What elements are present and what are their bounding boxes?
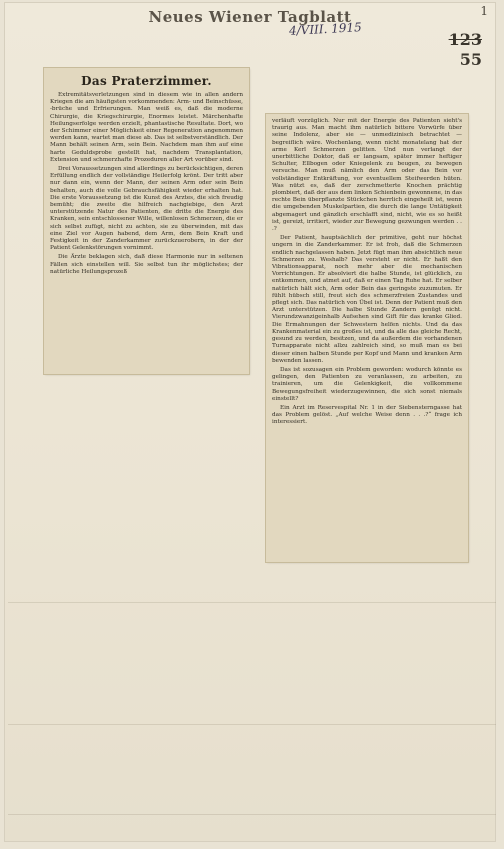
paper-fold-line	[8, 724, 496, 725]
left-paragraph-3: Die Ärzte beklagen sich, daß diese Harmonie nur in seltenen Fällen sich einstellen will. Sie selbst tun ihr möglichstes; der natürliche Heilungsprozeß	[50, 254, 243, 275]
archive-sheet	[4, 2, 496, 842]
left-paragraph-2: Drei Voraussetzungen sind allerdings zu berücksichtigen, deren Erfüllung endlich der vollständige Heilerfolg krönt. Der tritt aber nur dann ein, wenn der Mann, der seinen Arm oder sein Bein behalten, auch die volle Gebrauchsfähigkeit wieder erhalten hat. Die erste Voraussetzung ist die Kunst des Arztes, die sich freudig bemüht; die zweite die hilfreich nachgiebige, den Arzt unterstützende Natur des Patienten, die dritte die Energie des Kranken, sein entschlossener Wille, willenlosen Schmerzen, die er sich selbst zufügt, nicht zu achten, sie zu überwinden, mit das eine Ziel vor Augen habend, dem Arm, dem Bein Kraft und Festigkeit in der Zanderkammer zurückzuerobern, in der der Patient Gelenkstörungen vornimmt.	[50, 166, 244, 252]
newspaper-name: Neues Wiener Tagblatt	[148, 8, 352, 26]
handwritten-date: 4/VIII. 1915	[288, 20, 363, 38]
paper-fold-line	[8, 602, 496, 603]
clipping-left-column	[44, 68, 249, 374]
left-paragraph-1: Extremitätsverletzungen sind in diesem wie in allen andern Kriegen die am häufigsten vorkommenden: Arm- und Beinschüsse, -brüche und Erfrierungen. Man weiß es, daß die moderne Chirurgie, die Kriegschirurgie, Enormes leistet. Märchenhafte Heilungserfolge werden erzielt, phantastische Resultate. Dort, wo der Schimmer einer Möglichkeit einer Regeneration angenommen werden kann, wartet man diese ab. Das ist selbstverständlich. Der Mann behält seinen Arm, sein Bein. Nachdem man ihm auf eine harte Geduldsprobe gestellt hat, nachdem Transplantation, Extension und schmerzhafte Prozeduren aller Art vorüber sind.	[50, 92, 243, 163]
right-paragraph-2: Der Patient, hauptsächlich der primitive, geht nur höchst ungern in die Zanderkammer. Er ist froh, daß die Schmerzen endlich nachgelassen haben. Jetzt fügt man ihm absichtlich neue Schmerzen zu. Weshalb? Das versteht er nicht. Er haßt den Vibrationsapparat, noch mehr aber die mechanischen Vorrichtungen. Er absolviert die halbe Stunde, ist glücklich, zu entkommen, und atmet auf, daß er einen Tag Ruhe hat. Er selber natürlich hält sich, Arm oder Bein das geringste zuzumuten. Er fühlt hübsch still, freut sich des schmerzfreien Zustandes und pflegt sich. Das natürlich von Übel ist. Denn der Patient muß den Arzt unterstützen. Die halbe Stunde Zandern genügt nicht. Vierundzwanzigeinhalb Aufsehen sind Gift für das kranke Glied. Die Ermahnungen der Schwestern helfen nichts. Und da das Krankenmaterial ein zu großes ist, und da alle das gleiche Recht, gesund zu werden, besitzen, und da außerdem die vorhandenen Turnapparate nicht allzu zahlreich sind, so muß man es bei dieser einen halben Stunde per Kopf und Mann und kranken Arm bewenden lassen.	[272, 235, 462, 364]
right-paragraph-4: Ein Arzt im Reservespital Nr. 1 in der Siebensterngasse hat das Problem gelöst. „Auf welche Weise denn . . .?“ frage ich interessiert.	[272, 404, 462, 426]
right-paragraph-1: verläuft vorzüglich. Nur mit der Energie des Patienten sieht's traurig aus. Man macht ihm natürlich bittere Vorwürfe über seine Indolenz, aber sie — unmedizinisch betrachtet — begreiflich wäre. Wochenlang, wenn nicht monatelang hat der arme Kerl Schmerzen gelitten. Und nun verlangt der unerbittliche Doktor, daß er langsam, später immer heftiger Schulter, Ellbogen oder Kniegelenk zu beugen, zu bewegen versuche. Man muß nämlich den Arm oder das Bein vor vollständiger Entkräftung, vor eventuellem Steifwerden hüten. Was nützt es, daß der zerschmetterte Knochen prächtig plombiert, daß der aus dem linken Schienbein gewonnene, in das rechte Bein überpflanzte Stückchen herrlich eingeheilt ist, wenn die umgebenden Muskelpartien, die durch die lange Untätigkeit abgemagert und gänzlich erschlafft sind, nicht, wie es so heißt ist, gereizt, irritiert, wieder zur Bewegung gezwungen werden . . .?	[272, 118, 462, 233]
page-number: 55	[459, 50, 482, 69]
corner-mark: 1	[480, 4, 488, 18]
struck-archive-number: 123	[448, 30, 482, 49]
clipping-right-column	[266, 114, 468, 562]
paper-fold-line	[8, 814, 496, 815]
article-title: Das Praterzimmer.	[81, 74, 212, 88]
right-paragraph-3: Das ist sozusagen ein Problem geworden: wodurch könnte es gelingen, den Patienten zu veranlassen, zu arbeiten, zu trainieren, um die Gelenkigkeit, die vollkommene Bewegungsfreiheit wiederzugewinnen, die sich sonst niemals einstellt?	[272, 366, 462, 402]
